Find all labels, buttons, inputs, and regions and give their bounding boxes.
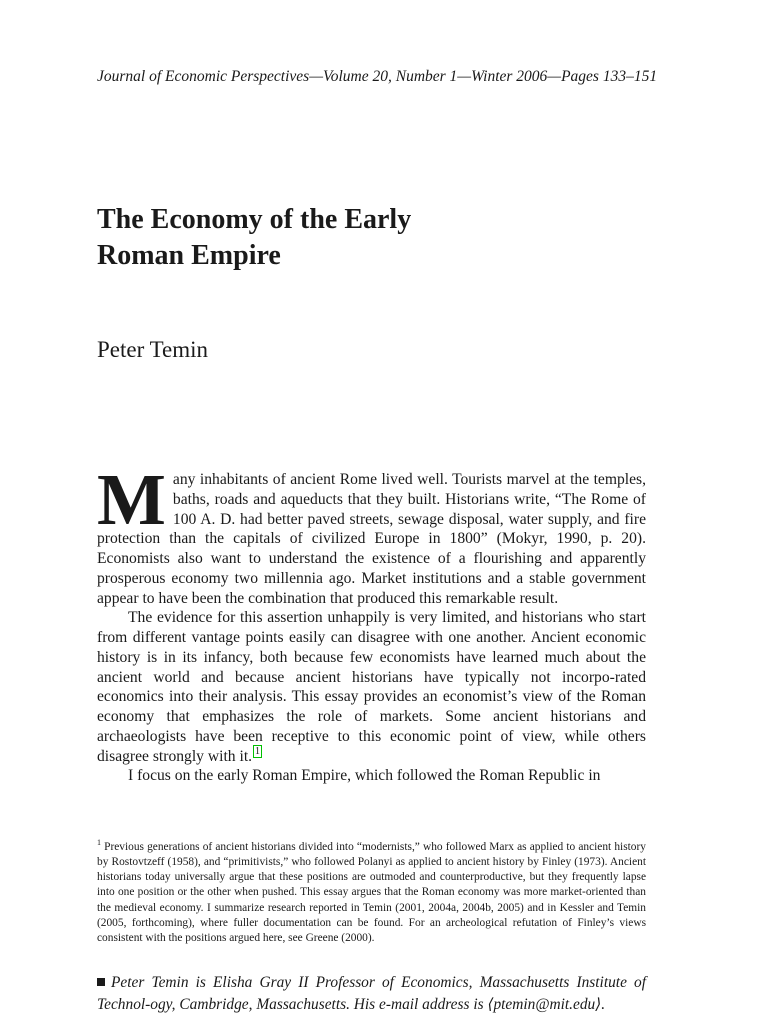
body-text [97,459,646,786]
journal-header: Journal of Economic Perspectives—Volume 20, Number 1—Winter 2006—Pages 133–151 [97,68,658,85]
paragraph-1-text: any inhabitants of ancient Rome lived well. Tourists marvel at the temples, baths, roads and aqueducts that they built. Historians write, “The Rome of 100 A. D. had better paved streets, sewage disposal, water supply, and fire protection than the capitals of civilized Europe in 1800” (Mokyr, 1990, p. 20). Economists also want to understand the existence of a flourishing and apparently prosperous economy two millennia ago. Market institutions and a stable government appear to have been the combination that produced this remarkable result. [97,471,646,607]
article-title [97,202,646,274]
paragraph-2-text: The evidence for this assertion unhappily is very limited, and historians who start from different vantage points easily can disagree with one another. Ancient economic history is in its infancy, both because few economists have learned much about the ancient world and because ancient historians have typically not incorpo-rated economics into their analysis. This essay provides an economist’s view of the Roman economy that emphasizes the role of markets. Some ancient historians and archaeologists have been receptive to this economic point of view, while others disagree strongly with it. [97,609,646,765]
footnote [97,835,646,946]
paragraph-2 [97,608,646,766]
paragraph-1 [97,459,646,608]
article-title-line-1: The Economy of the Early [97,204,412,235]
drop-cap: M [97,459,166,540]
author-note-text: Peter Temin is Elisha Gray II Professor of Economics, Massachusetts Institute of Technol-ogy, Cambridge, Massachusetts. His e-mail address is ⟨ptemin@mit.edu⟩. [97,974,646,1013]
footnote-reference-link[interactable]: 1 [255,746,261,758]
paragraph-3-text: I focus on the early Roman Empire, which followed the Roman Republic in [128,767,601,785]
author-name: Peter Temin [97,337,209,362]
paragraph-3 [97,766,646,786]
footnote-number: 1 [97,838,101,847]
article-title-line-2: Roman Empire [97,240,281,271]
square-bullet-icon [97,978,105,986]
footnote-text: Previous generations of ancient historians divided into “modernists,” who followed Marx as applied to ancient history by Rostovtzeff (1958), and “primitivists,” who followed Polanyi as applied to ancient history by Finley (1973). Ancient historians today universally argue that these positions are outmoded and counterproductive, but they frequently lapse into one position or the other when pushed. This essay argues that the Roman economy was more market-oriented than the medieval economy. I summarize research reported in Temin (2001, 2004a, 2004b, 2005) and in Kessler and Temin (2005, forthcoming), where fuller documentation can be found. For an archeological refutation of Finley’s views consistent with the positions argued here, see Greene (2000). [97,840,646,945]
author-note [97,972,646,1016]
